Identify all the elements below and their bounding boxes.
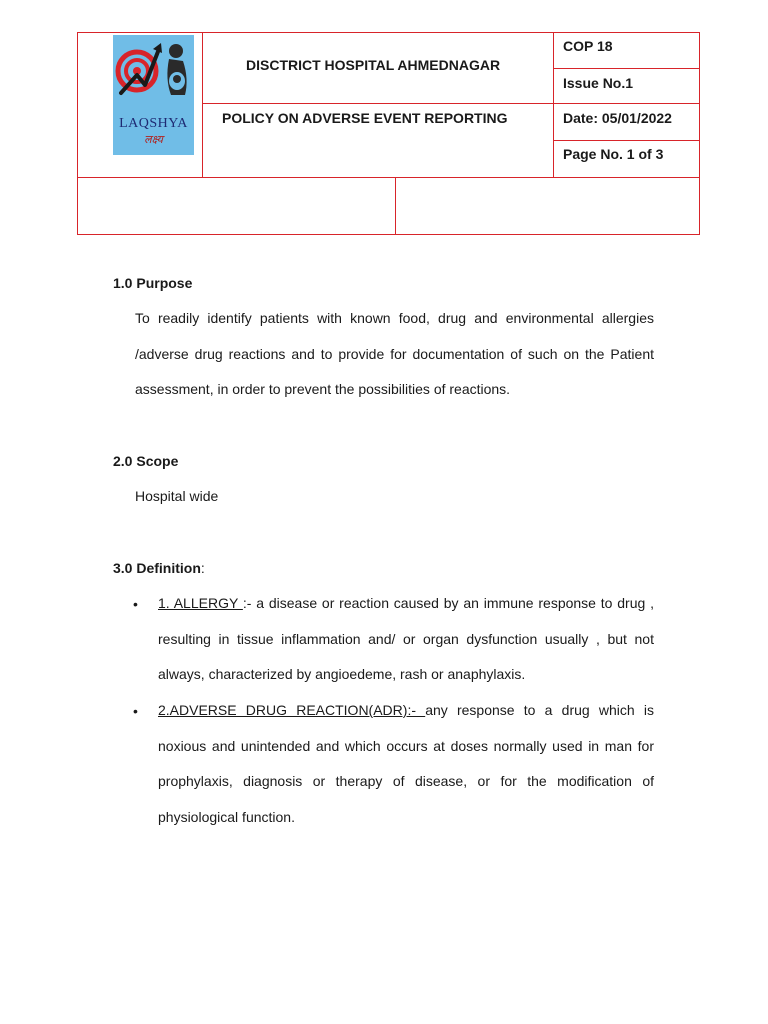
definition-heading	[113, 560, 205, 576]
adr-text: any response to a drug which is noxious and unintended and which occurs at doses normally used in man for prophylaxis, diagnosis or therapy of disease, or for the modification of physiological function.	[158, 702, 654, 825]
policy-title: POLICY ON ADVERSE EVENT REPORTING	[222, 110, 508, 126]
definition-allergy	[158, 586, 654, 693]
logo-hindi-text: लक्ष्य	[144, 133, 163, 146]
definition-heading-text: 3.0 Definition	[113, 560, 201, 576]
scope-heading: 2.0 Scope	[113, 453, 179, 469]
bullet-marker: •	[133, 703, 138, 719]
allergy-text: :- a disease or reaction caused by an immune response to drug , resulting in tissue inflammation and/ or organ dysfunction usually , but not always, characterized by angioedeme, rash or anaphylaxis.	[158, 595, 655, 682]
purpose-heading: 1.0 Purpose	[113, 275, 193, 291]
definition-colon: :	[200, 560, 205, 576]
logo-wordmark: LAQSHYA	[119, 116, 188, 131]
purpose-paragraph: To readily identify patients with known food, drug and environmental allergies /adverse drug reactions and to provide for documentation of such on the Patient assessment, in order to prevent the possibilities of reactions.	[135, 310, 654, 397]
adr-term: 2.ADVERSE DRUG REACTION(ADR):-	[158, 702, 426, 718]
document-code: COP 18	[563, 38, 613, 54]
scope-paragraph: Hospital wide	[135, 488, 219, 504]
page-number: Page No. 1 of 3	[563, 146, 664, 162]
definition-adr	[158, 693, 654, 835]
issue-number: Issue No.1	[563, 75, 634, 91]
bullet-marker: •	[133, 596, 138, 612]
document-header-table	[77, 32, 700, 235]
laqshya-logo	[113, 35, 194, 155]
hospital-name: DISCTRICT HOSPITAL AHMEDNAGAR	[246, 57, 501, 73]
issue-date: Date: 05/01/2022	[563, 110, 672, 126]
target-arrow-icon	[113, 35, 194, 115]
allergy-term: 1. ALLERGY	[158, 595, 243, 611]
